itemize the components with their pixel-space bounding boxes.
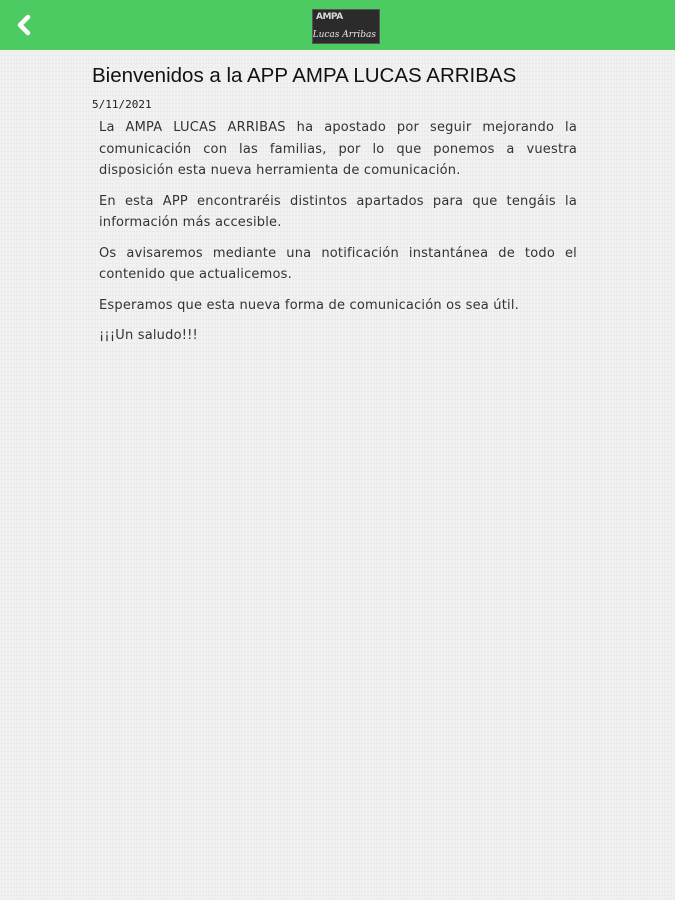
back-button[interactable] (6, 7, 42, 43)
article-paragraph: Os avisaremos mediante una notificación instantánea de todo el contenido que actualicemos. (99, 245, 577, 282)
app-logo (312, 9, 380, 44)
article-body (99, 117, 577, 347)
article (92, 62, 582, 356)
article-paragraph: Esperamos que esta nueva forma de comunicación os sea útil. (99, 297, 519, 313)
article-paragraph: ¡¡¡Un saludo!!! (99, 328, 198, 343)
logo-text-ampa: AMPA (316, 12, 343, 22)
article-paragraph: En esta APP encontraréis distintos apartados para que tengáis la información más accesible. (99, 193, 577, 230)
chevron-left-icon (14, 14, 34, 36)
app-bar (0, 0, 675, 50)
article-paragraph: La AMPA LUCAS ARRIBAS ha apostado por seguir mejorando la comunicación con las familias, por lo que ponemos a vuestra disposición esta nueva herramienta de comunicación. (99, 120, 577, 178)
article-date: 5/11/2021 (92, 98, 152, 111)
article-title: Bienvenidos a la APP AMPA LUCAS ARRIBAS (92, 64, 517, 87)
logo-text-name: Lucas Arribas (312, 30, 376, 40)
